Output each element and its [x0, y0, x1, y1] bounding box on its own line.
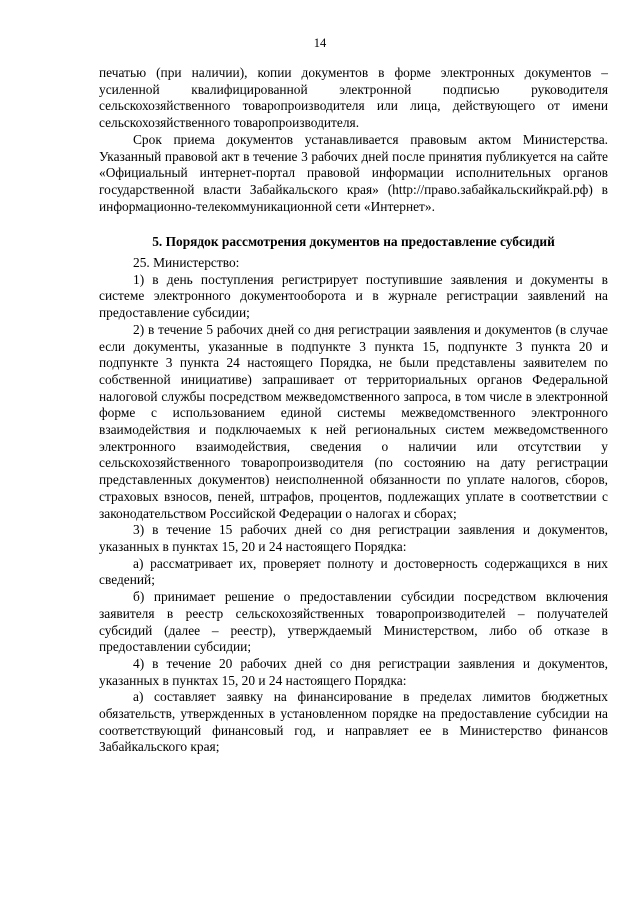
paragraph-subitem-3a: а) рассматривает их, проверяет полноту и достоверность содержащихся в них сведений;	[99, 555, 608, 588]
paragraph-subitem-3: 3) в течение 15 рабочих дней со дня регистрации заявления и документов, указанных в пунктах 15, 20 и 24 настоящего Порядка:	[99, 522, 608, 554]
paragraph-subitem-2: 2) в течение 5 рабочих дней со дня регистрации заявления и документов (в случае если документы, указанные в подпункте 3 пункта 15, подпункте 3 пункта 20 и подпункте 3 пункта 24 настоящего Порядка, не были представлены заявителем по собственной инициативе) запрашивает от территориальных органов Федеральной налоговой службы посредством межведомственного запроса, в том числе в электронной форме с использованием единой системы межведомственного электронного взаимодействия и подключаемых к ней региональных систем межведомственного электронного взаимодействия, сведения о наличии или отсутствии у сельскохозяйственного товаропроизводителя (по состоянию на дату регистрации представленных документов) неисполненной обязанности по уплате налогов, сборов, страховых взносов, пеней, штрафов, процентов, подлежащих уплате в соответствии с законодательством Российской Федерации о налогах и сборах;	[99, 321, 608, 521]
paragraph-item-25: 25. Министерство:	[133, 255, 240, 271]
document-body	[99, 65, 608, 756]
paragraph-subitem-1: 1) в день поступления регистрирует поступившие заявления и документы в системе электронного документооборота и в журнале регистрации заявлений на предоставление субсидии;	[99, 271, 608, 321]
page-number: 14	[313, 36, 327, 50]
paragraph-subitem-3b: б) принимает решение о предоставлении субсидии посредством включения заявителя в реестр сельскохозяйственных товаропроизводителей – получателей субсидий (далее – реестр), утверждаемый Министерством, либо об отказе в предоставлении субсидии;	[99, 589, 608, 655]
paragraph-subitem-4a: а) составляет заявку на финансирование в пределах лимитов бюджетных обязательств, утвержденных в установленном порядке на предоставление субсидии на соответствующий финансовый год, и направляет ее в Министерство финансов Забайкальского края;	[99, 689, 608, 755]
paragraph-subitem-4: 4) в течение 20 рабочих дней со дня регистрации заявления и документов, указанных в пунктах 15, 20 и 24 настоящего Порядка:	[99, 655, 608, 688]
section-heading: 5. Порядок рассмотрения документов на предоставление субсидий	[152, 234, 555, 250]
paragraph-acceptance-period: Срок приема документов устанавливается правовым актом Министерства. Указанный правовой акт в течение 3 рабочих дней после принятия публикуется на сайте «Официальный интернет-портал правовой информации исполнительных органов государственной власти Забайкальского края» (http://право.забайкальскийкрай.рф) в информационно-телекоммуникационной сети «Интернет».	[99, 131, 608, 214]
paragraph-continued: печатью (при наличии), копии документов в форме электронных документов – усиленной квалифицированной электронной подписью руководителя сельскохозяйственного товаропроизводителя или лица, действующего от имени сельскохозяйственного товаропроизводителя.	[99, 65, 608, 131]
